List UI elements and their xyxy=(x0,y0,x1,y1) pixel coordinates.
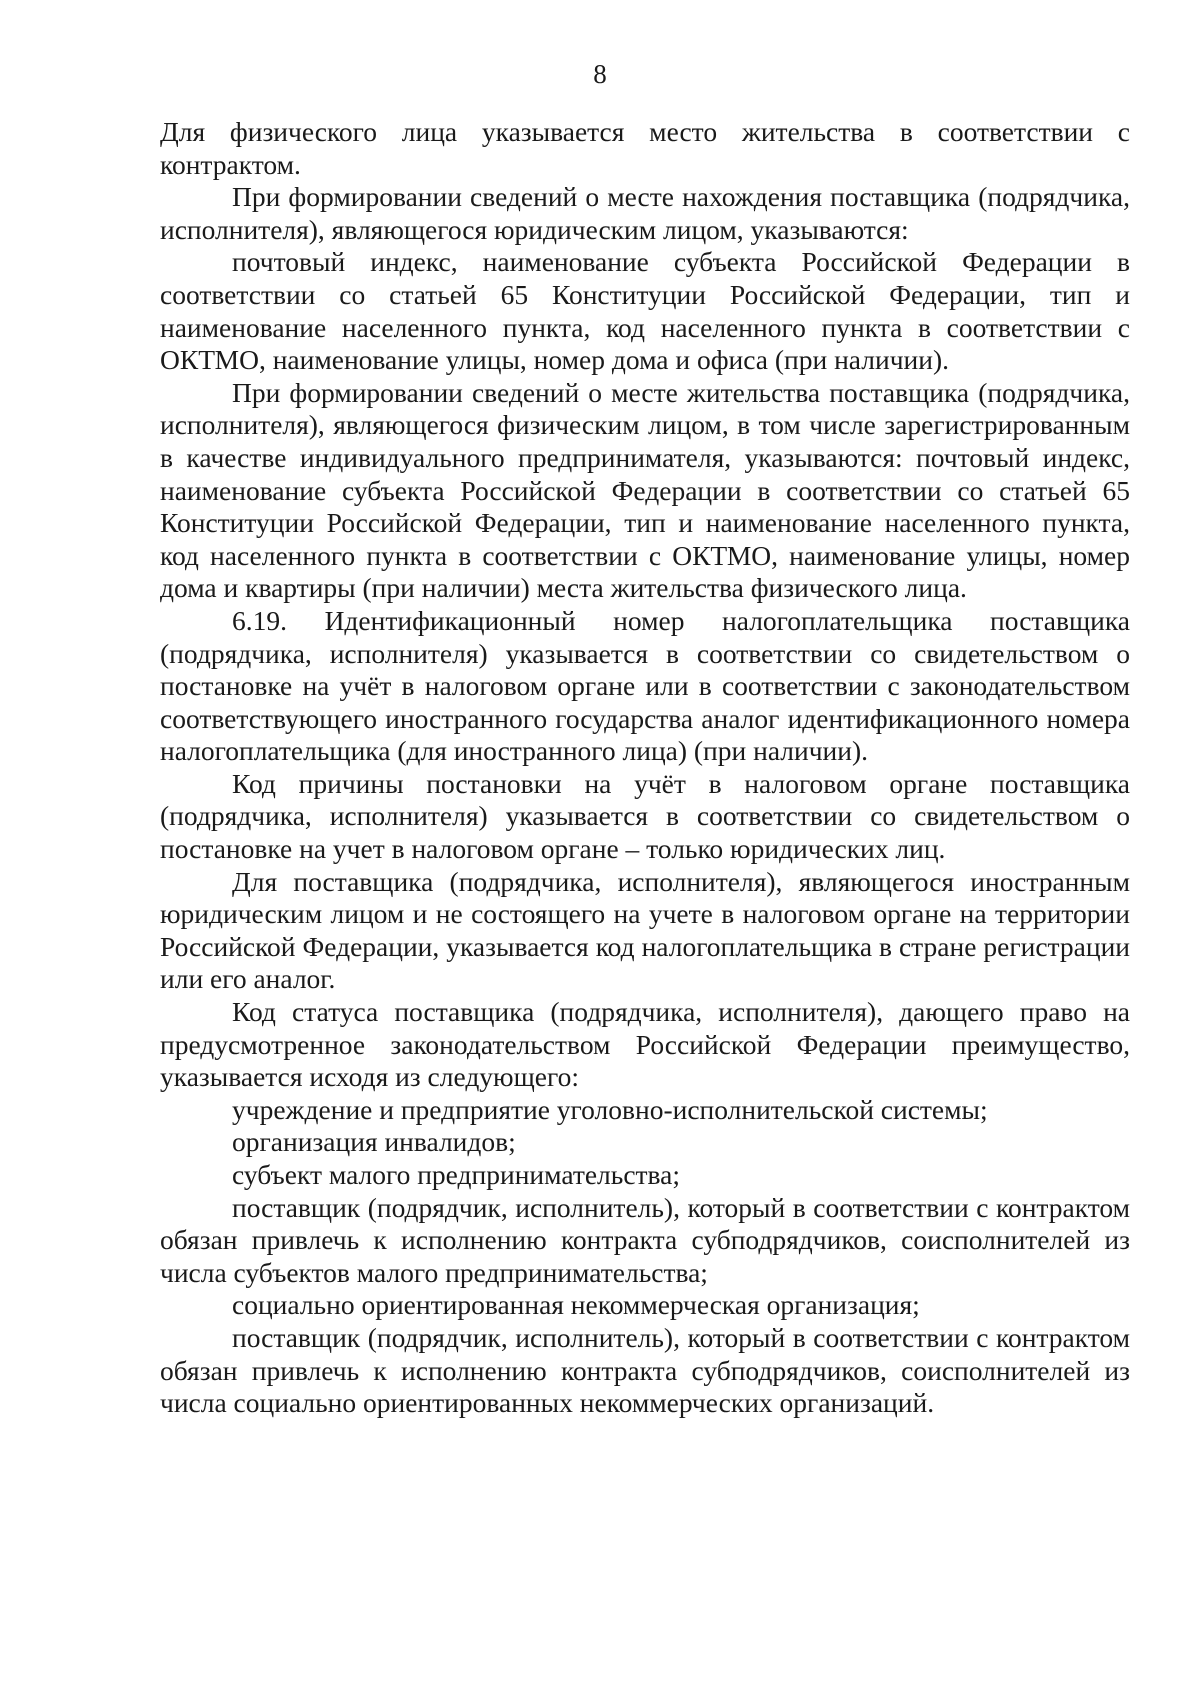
paragraph-kpp: Код причины постановки на учёт в налоговом органе поставщика (подрядчика, исполнителя) указывается в соответствии со свидетельством о постановке на учет в налоговом органе – только юридических лиц. xyxy=(160,767,1130,865)
page-number: 8 xyxy=(593,59,607,89)
document-body xyxy=(160,116,1130,1420)
paragraph-status-code-intro: Код статуса поставщика (подрядчика, исполнителя), дающего право на предусмотренное законодательством Российской Федерации преимущество, указывается исходя из следующего: xyxy=(160,996,1130,1093)
list-item: организация инвалидов; xyxy=(232,1126,516,1158)
list-item: социально ориентированная некоммерческая организация; xyxy=(232,1289,920,1321)
paragraph-section-6-19-inn: 6.19. Идентификационный номер налогоплательщика поставщика (подрядчика, исполнителя) указывается в соответствии со свидетельством о постановке на учёт в налоговом органе или в соответствии с законодательством соответствующего иностранного государства аналог идентификационного номера налогоплательщика (для иностранного лица) (при наличии). xyxy=(160,604,1130,767)
paragraph-foreign-entity-code: Для поставщика (подрядчика, исполнителя), являющегося иностранным юридическим лицом и не состоящего на учете в налоговом органе на территории Российской Федерации, указывается код налогоплательщика в стране регистрации или его аналог. xyxy=(160,865,1130,995)
list-item: поставщик (подрядчик, исполнитель), который в соответствии с контрактом обязан привлечь к исполнению контракта субподрядчиков, соисполнителей из числа социально ориентированных некоммерческих организаций. xyxy=(160,1321,1130,1419)
list-item: учреждение и предприятие уголовно-исполнительской системы; xyxy=(232,1093,988,1125)
list-item: поставщик (подрядчик, исполнитель), который в соответствии с контрактом обязан привлечь к исполнению контракта субподрядчиков, соисполнителей из числа субъектов малого предпринимательства; xyxy=(160,1191,1130,1288)
list-item: субъект малого предпринимательства; xyxy=(232,1159,681,1190)
paragraph-individual-residence: Для физического лица указывается место жительства в соответствии с контрактом. xyxy=(160,116,1130,180)
paragraph-legal-entity-address-fields: почтовый индекс, наименование субъекта Российской Федерации в соответствии со статьей 65 Конституции Российской Федерации, тип и наименование населенного пункта, код населенного пункта в соответствии с ОКТМО, наименование улицы, номер дома и офиса (при наличии). xyxy=(160,246,1130,376)
paragraph-legal-entity-location-intro: При формировании сведений о месте нахождения поставщика (подрядчика, исполнителя), являющегося юридическим лицом, указываются: xyxy=(160,181,1130,245)
paragraph-individual-address-fields: При формировании сведений о месте жительства поставщика (подрядчика, исполнителя), являющегося физическим лицом, в том числе зарегистрированным в качестве индивидуального предпринимателя, указываются: почтовый индекс, наименование субъекта Российской Федерации в соответствии со статьей 65 Конституции Российской Федерации, тип и наименование населенного пункта, код населенного пункта в соответствии с ОКТМО, наименование улицы, номер дома и квартиры (при наличии) места жительства физического лица. xyxy=(160,376,1130,604)
